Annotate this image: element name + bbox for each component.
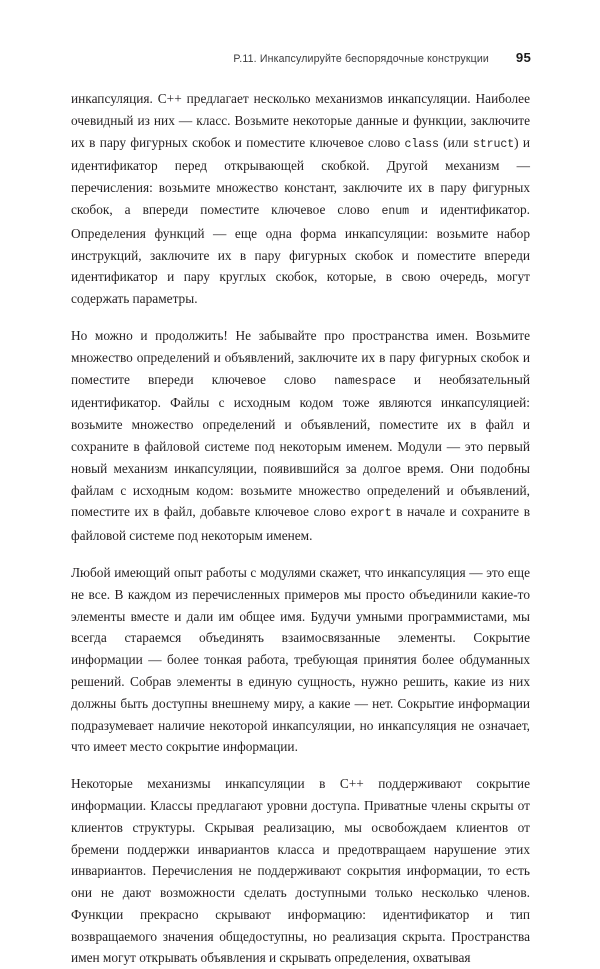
page-number: 95 (515, 50, 531, 65)
paragraph: инкапсуляция. C++ предлагает несколько механизмов инкапсуляции. Наиболее очевидный из них — класс. Возьмите некоторые данные и функции, заключите их в пару фигурных скобок и поместите ключевое слово class (или struct) и идентификатор перед открывающей скобкой. Другой механизм — перечисления: возьмите множество констант, заключите их в пару фигурных скобок, а впереди поместите ключевое слово enum и идентификатор. Определения функций — еще одна форма инкапсуляции: возьмите набор инструкций, заключите их в пару фигурных скобок и поместите впереди идентификатор и пару круглых скобок, которые, в свою очередь, могут содержать параметры. (71, 91, 531, 307)
running-header-title: P.11. Инкапсулируйте беспорядочные конструкции (233, 53, 489, 65)
paragraph: Любой имеющий опыт работы с модулями скажет, что инкапсуляция — это еще не все. В каждом из перечисленных примеров мы просто объединили какие-то элементы вместе и дали им общее имя. Будучи умными программистами, мы всегда стараемся объединять взаимосвязанные элементы. Сокрытие информации — более тонкая работа, требующая принятия более обдуманных решений. Собрав элементы в единую сущность, нужно решить, какие из них должны быть доступны внешнему миру, а какие — нет. Сокрытие информации подразумевает наличие некоторой инкапсуляции, но инкапсуляция не означает, что имеет место сокрытие информации. (71, 564, 530, 755)
paragraph: Но можно и продолжить! Не забывайте про пространства имен. Возьмите множество определений и объявлений, заключите их в пару фигурных скобок и поместите впереди ключевое слово namespace и необязательный идентификатор. Файлы с исходным кодом тоже являются инкапсуляцией: возьмите множество определений и объявлений, поместите их в файл и сохраните в файловой системе под некоторым именем. Модули — это первый новый механизм инкапсуляции, появившийся за долгое время. Они подобны файлам с исходным кодом: возьмите множество определений и объявлений, поместите их в файл, добавьте ключевое слово export в начале и сохраните в файловой системе под некоторым именем. (71, 327, 530, 544)
running-header (71, 50, 531, 70)
inline-code: namespace (334, 374, 396, 388)
inline-code: enum (381, 204, 409, 218)
inline-code: export (350, 507, 392, 521)
paragraph: Некоторые механизмы инкапсуляции в C++ поддерживают сокрытие информации. Классы предлагают уровни доступа. Приватные члены скрыты от клиентов структуры. Скрывая реализацию, мы освобождаем клиентов от бремени поддержки инвариантов класса и предотвращаем нарушение этих инвариантов. Перечисления не поддерживают сокрытия информации, то есть они не дают возможности сделать доступными только несколько членов. Функции прекрасно скрывают информацию: идентификатор и тип возвращаемого значения общедоступны, но реализация скрыта. Пространства имен могут открывать объявления и скрывать определения, охватывая (71, 776, 530, 966)
inline-code: struct (472, 137, 515, 151)
body-text-block (71, 88, 530, 969)
inline-code: class (404, 137, 439, 151)
